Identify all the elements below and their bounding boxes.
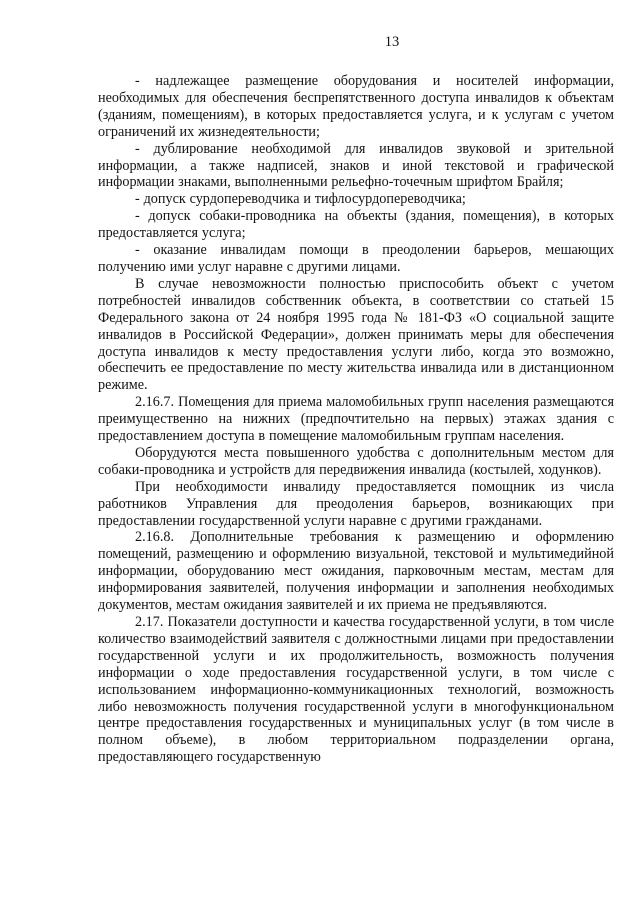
paragraph-assistant: При необходимости инвалиду предоставляется помощник из числа работников Управления для преодоления барьеров, возникающих при предоставлении государственной услуги наравне с другими гражданами. bbox=[98, 478, 614, 529]
paragraph-section-2-17: 2.17. Показатели доступности и качества государственной услуги, в том числе количество взаимодействий заявителя с должностными лицами при предоставлении государственной услуги и их продолжительность, возможность получения информации о ходе предоставления государственной услуги, в том числе с использованием информационно-коммуникационных технологий, возможность либо невозможность получения государственной услуги в многофункциональном центре предоставления государственных и муниципальных услуг (в том числе в полном объеме), в любом территориальном подразделении органа, предоставляющего государственную bbox=[98, 614, 614, 766]
paragraph-section-2-16-8: 2.16.8. Дополнительные требования к размещению и оформлению помещений, размещению и оформлению визуальной, текстовой и мультимедийной информации, оборудованию мест ожидания, парковочным местам, местам для информирования заявителей, получения информации и заполнения необходимых документов, местам ожидания заявителей и их приема не предъявляются. bbox=[98, 529, 614, 614]
paragraph-owner-obligations: В случае невозможности полностью приспособить объект с учетом потребностей инвалидов собственник объекта, в соответствии со статьей 15 Федерального закона от 24 ноября 1995 года № 181-ФЗ «О социальной защите инвалидов в Российской Федерации», должен принимать меры для обеспечения доступа инвалидов к месту предоставления услуги либо, когда это возможно, обеспечить ее предоставление по месту жительства инвалида или в дистанционном режиме. bbox=[98, 275, 614, 394]
paragraph-barrier-assistance: - оказание инвалидам помощи в преодолении барьеров, мешающих получению ими услуг наравне с другими лицами. bbox=[98, 242, 614, 275]
paragraph-equipment-placement: - надлежащее размещение оборудования и носителей информации, необходимых для обеспечения беспрепятственного доступа инвалидов к объектам (зданиям, помещениям), в которых предоставляется услуга, и к услугам с учетом ограничений их жизнедеятельности; bbox=[98, 73, 614, 140]
paragraph-braille-information: - дублирование необходимой для инвалидов звуковой и зрительной информации, а также надписей, знаков и иной текстовой и графической информации знаками, выполненными рельефно-точечным шрифтом Брайля; bbox=[98, 140, 614, 191]
paragraph-section-2-16-7: 2.16.7. Помещения для приема маломобильных групп населения размещаются преимущественно на нижних (предпочтительно на первых) этажах здания с предоставлением доступа в помещение маломобильным группам населения. bbox=[98, 394, 614, 445]
page-number: 13 bbox=[384, 34, 400, 50]
paragraph-guide-dog-access: - допуск собаки-проводника на объекты (здания, помещения), в которых предоставляется услуга; bbox=[98, 208, 614, 242]
paragraph-comfort-places: Оборудуются места повышенного удобства с дополнительным местом для собаки-проводника и устройств для передвижения инвалида (костылей, ходунков). bbox=[98, 444, 614, 478]
paragraph-sign-language-interpreter: - допуск сурдопереводчика и тифлосурдопереводчика; bbox=[135, 191, 466, 208]
